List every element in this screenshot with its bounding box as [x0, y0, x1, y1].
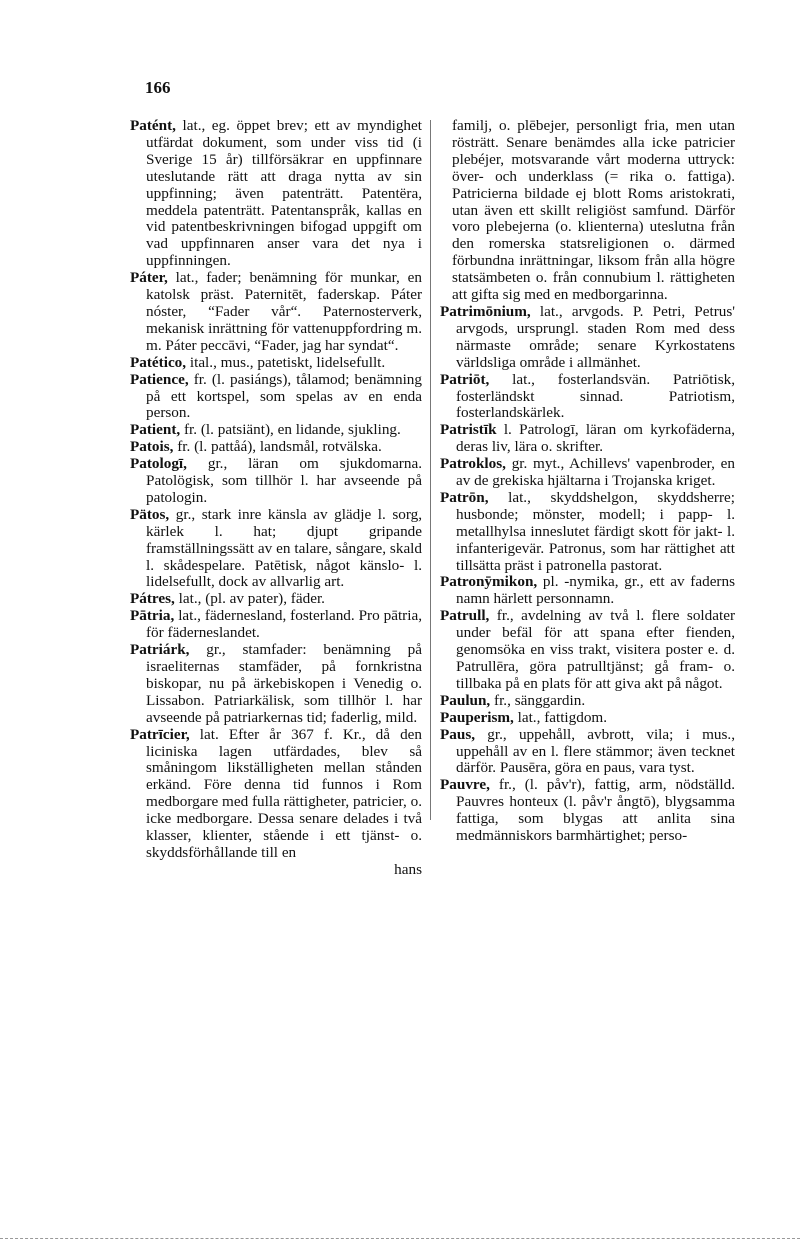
left-column — [130, 118, 422, 879]
entry-headword: Patént, — [130, 117, 176, 134]
entry-headword: Patriōt, — [440, 370, 490, 388]
entry-headword: Paulun, — [440, 691, 491, 709]
dictionary-entry — [440, 422, 735, 456]
dictionary-entry — [440, 693, 735, 710]
dictionary-entry — [130, 372, 422, 423]
dictionary-entry — [440, 490, 735, 575]
column-tail-word: hans — [394, 860, 422, 878]
entry-body: fr. (l. pattåá), landsmål, rotvälska. — [173, 438, 382, 456]
entry-headword: Patriárk, — [130, 641, 190, 659]
entry-headword: Páter, — [130, 269, 168, 287]
entry-body: lat., eg. öppet brev; ett av myndighet utfärdat dokument, som under viss tid (i Sverige 15 år) tillförsäkrar en uppfinnare uteslutande rätt att draga nytta av sin uppfinning; även patenträtt. Patentëra, meddela patenträtt. Patentanspråk, kallas en vid patentbeskrivningen bifogad uppgift om vad uppfinnaren anser vara det nya i uppfinningen. — [146, 117, 422, 270]
entry-body: l. Patrologī, läran om kyrkofäderna, deras liv, lära o. skrifter. — [456, 421, 735, 456]
dictionary-entry — [130, 608, 422, 642]
entry-headword: Patrōn, — [440, 488, 489, 506]
entry-body: gr., läran om sjukdomarna. Patolögisk, som tillhör l. har avseende på patologin. — [146, 455, 422, 506]
dictionary-entry — [440, 710, 735, 727]
dictionary-entry — [440, 777, 735, 845]
entry-body: lat., arvgods. P. Petri, Petrus' arvgods, ursprungl. staden Rom med dess närmaste område; senare Kyrkostatens världsliga område i allmänhet. — [456, 302, 735, 371]
dictionary-entry — [130, 355, 422, 372]
entry-headword: Paus, — [440, 725, 476, 743]
entry-headword: Patience, — [130, 370, 189, 388]
entry-body: gr., uppehåll, avbrott, vila; i mus., uppehåll av en l. flere stämmor; även tecknet därför. Pausēra, göra en paus, vara tyst. — [456, 725, 735, 777]
entry-headword: Pauperism, — [440, 708, 514, 726]
entry-headword: Patrīcier, — [130, 725, 190, 743]
column-divider — [430, 120, 431, 820]
dictionary-entry — [130, 270, 422, 355]
entry-headword: Patético, — [130, 353, 187, 371]
dictionary-entry — [130, 591, 422, 608]
entry-body: lat. Efter år 367 f. Kr., då den liciniska lagen utfärdades, blev så småningom likställigheten mellan stånden erkänd. Före denna tid funnos i Rom medborgare med fulla rättigheter, patricier, o. icke medborgare. Dessa senare delades i två klasser, klienter, stående i ett tjänst- o. skyddsförhållande till en — [146, 725, 422, 861]
dictionary-entry — [440, 727, 735, 778]
entry-body: fr. (l. pasiángs), tålamod; benämning på ett kortspel, som spelas av en enda person. — [146, 370, 422, 422]
entry-body: fr., (l. påv'r), fattig, arm, nödställd. Pauvres honteux (l. påv'r ångtō), blygsamma fattiga, som blygas att anlita sina medmänniskors barmhärtighet; perso- — [456, 776, 735, 845]
entry-body: gr. myt., Achillevs' vapenbroder, en av de grekiska hjältarna i Trojanska kriget. — [456, 455, 735, 490]
entry-headword: Patrull, — [440, 607, 490, 625]
entry-headword: Pátres, — [130, 590, 175, 608]
dictionary-entry — [130, 507, 422, 592]
dictionary-entry — [130, 727, 422, 862]
dictionary-entry — [440, 574, 735, 608]
entry-headword: Patroklos, — [440, 455, 506, 473]
entry-headword: Pätos, — [130, 505, 170, 523]
entry-headword: Patrimōnium, — [440, 302, 531, 320]
dictionary-entry — [440, 456, 735, 490]
entry-body: lat., fosterlandsvän. Patriōtisk, fosterländskt sinnad. Patriotism, fosterlandskärlek. — [456, 370, 735, 422]
entry-body: lat., (pl. av pater), fäder. — [174, 590, 325, 608]
entry-headword: Patient, — [130, 421, 181, 439]
page-number: 166 — [145, 78, 171, 97]
entry-body: pl. -nymika, gr., ett av faderns namn härlett personnamn. — [456, 573, 735, 608]
entry-body: fr. (l. patsiänt), en lidande, sjukling. — [180, 421, 401, 439]
page-bottom-edge — [0, 1238, 800, 1239]
entry-headword: Patois, — [130, 438, 174, 456]
dictionary-entry — [130, 456, 422, 507]
right-column — [440, 118, 735, 845]
entry-body: ital., mus., patetiskt, lidelsefullt. — [186, 353, 386, 371]
dictionary-entry — [440, 372, 735, 423]
entry-body: gr., stark inre känsla av glädje l. sorg, kärlek l. hat; djupt gripande framställningssätt av en talare, sångare, skald l. skådespelare. Patētisk, något känslo- l. lidelsefullt, dock av allvarlig art. — [146, 505, 422, 591]
entry-headword: Patristīk — [440, 421, 497, 439]
entry-body: gr., stamfader: benämning på israeliternas stamfäder, på fornkristna biskopar, nu på ärkebiskopen i Venedig o. Lissabon. Patriarkälisk, som tillhör l. har avseende på patriarkernas tid; faderlig, mild. — [146, 641, 422, 726]
dictionary-entry — [130, 118, 422, 270]
dictionary-entry — [440, 304, 735, 372]
entry-body: lat., fader; benämning för munkar, en katolsk präst. Paternitēt, faderskap. Páter nóster, “Fader vår“. Paternosterverk, mekanisk inrättning för vattenuppfordring m. m. Páter peccāvi, “Fader, jag har syndat“. — [146, 269, 422, 354]
dictionary-entry — [130, 422, 422, 439]
entry-headword: Pauvre, — [440, 776, 490, 794]
dictionary-entry — [130, 439, 422, 456]
entry-headword: Pātria, — [130, 607, 175, 625]
entry-continuation: familj, o. plēbejer, personligt fria, men utan rösträtt. Senare benämdes alla icke patricier plebéjer, motsvarande vårt moderna uttryck: över- och underklass (= rika o. fattiga). Patricierna bildade ej blott Roms aristokrati, utan även ett skillt religiöst samfund. Därför voro plebejerna (o. klienterna) uteslutna från den romerska statsreligionen o. därmed förbundna inrättningar, liksom från alla högre statsämbeten o. från connubium l. rättigheten att gifta sig med en medborgarinna. — [452, 117, 735, 304]
entry-headword: Patronȳmikon, — [440, 573, 538, 591]
entry-body: lat., fädernesland, fosterland. Pro pātria, för fäderneslandet. — [146, 607, 422, 642]
entry-body: lat., fattigdom. — [513, 708, 608, 726]
entry-headword: Patologī, — [130, 455, 187, 473]
entry-body: fr., avdelning av två l. flere soldater under befäl för att spana efter fienden, genomsöka en viss trakt, visitera poster e. d. Patrullēra, göra patrulltjänst; gå fram- o. tillbaka på en plats för att giva akt på något. — [456, 607, 735, 692]
entry-body: fr., sänggardin. — [490, 691, 586, 709]
dictionary-entry — [130, 642, 422, 727]
entry-body: lat., skyddshelgon, skyddsherre; husbonde; mönster, modell; i papp- l. metallhylsa inneslutet färdigt skott för jakt- l. infanterigevär. Patronus, som har rättighet att tillsätta präst i patronella pastorat. — [456, 488, 735, 574]
dictionary-entry — [440, 608, 735, 693]
